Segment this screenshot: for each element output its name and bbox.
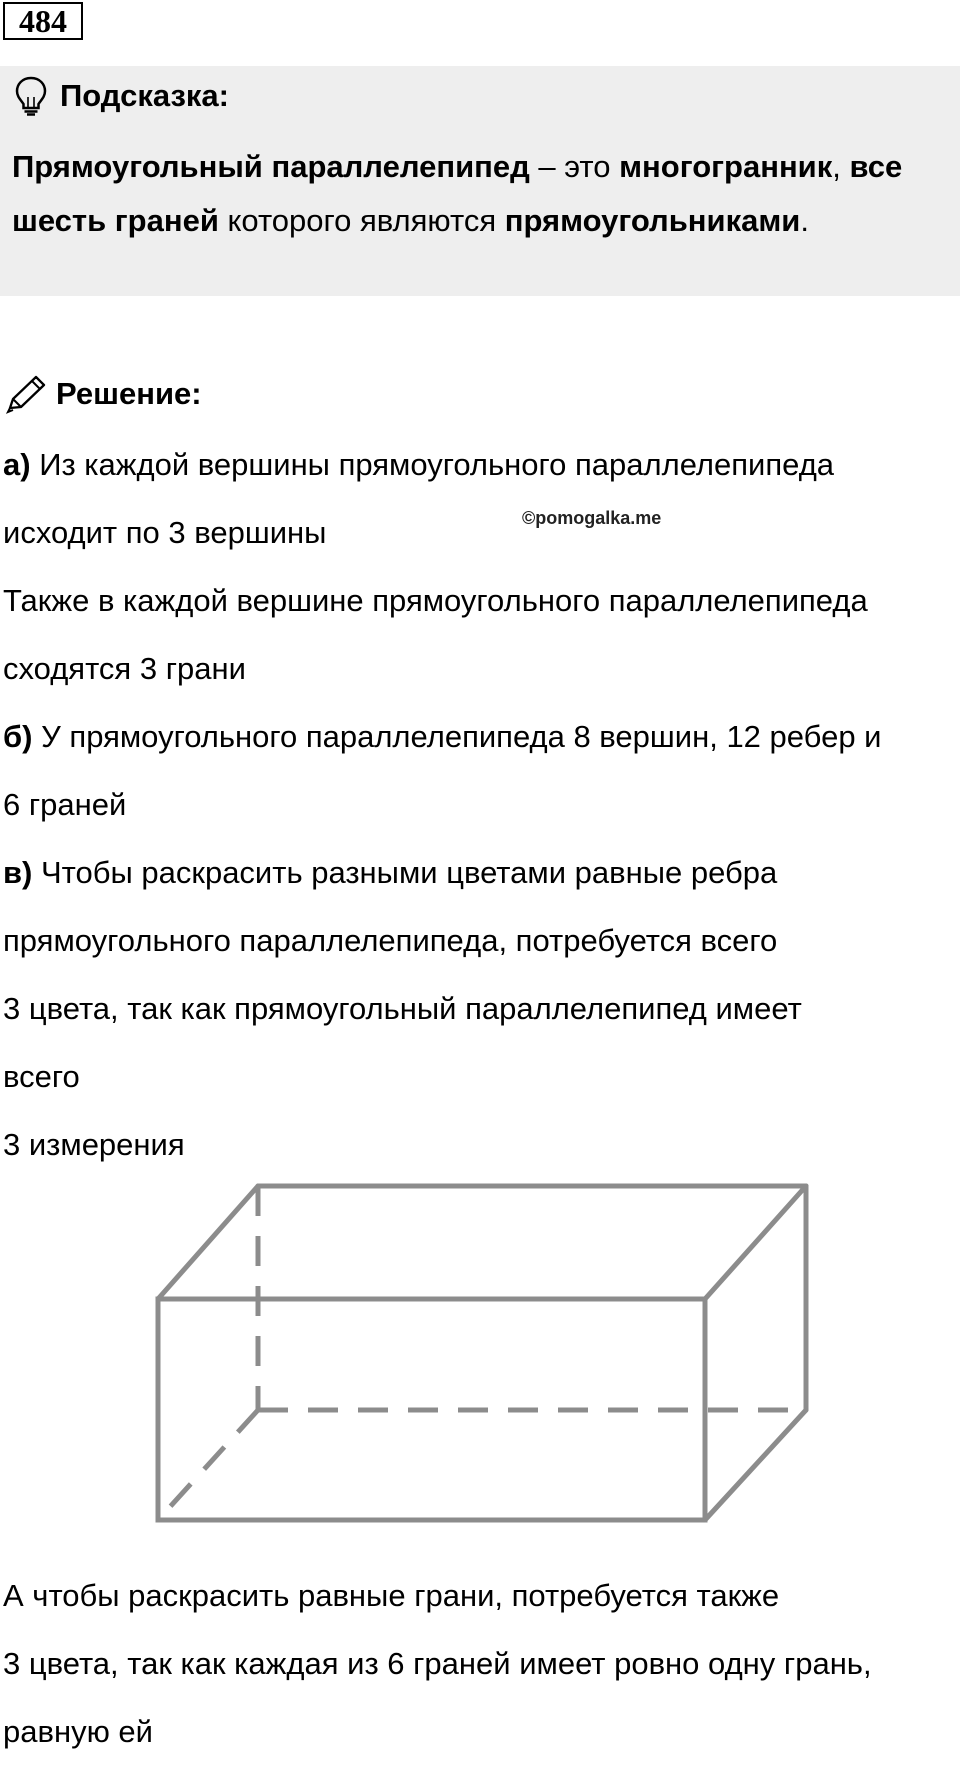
- solution-text: [3, 431, 958, 1179]
- parallelepiped-figure: [0, 1170, 960, 1530]
- solution-line: исходит по 3 вершины: [3, 515, 327, 550]
- solution-line: 3 измерения: [3, 1127, 185, 1162]
- solution-header: [4, 374, 202, 414]
- solution-line: Также в каждой вершине прямоугольного параллелепипеда: [3, 583, 868, 618]
- hint-header: [12, 75, 229, 117]
- solution-line: прямоугольного параллелепипеда, потребуется всего: [3, 923, 778, 958]
- after-text: [3, 1562, 958, 1766]
- solution-line: б) У прямоугольного параллелепипеда 8 вершин, 12 ребер и: [3, 719, 882, 754]
- solution-title: Решение:: [56, 376, 202, 411]
- solution-line: 3 цвета, так как прямоугольный параллелепипед имеет: [3, 991, 802, 1026]
- watermark: ©pomogalka.me: [522, 508, 662, 528]
- solution-line: а) Из каждой вершины прямоугольного параллелепипеда: [3, 447, 835, 482]
- solution-line: А чтобы раскрасить равные грани, потребуется также: [3, 1578, 780, 1613]
- solution-line: сходятся 3 грани: [3, 651, 246, 686]
- solution-line: равную ей: [3, 1714, 153, 1749]
- bottom-right-edge: [705, 1410, 806, 1520]
- lightbulb-icon: [12, 75, 50, 117]
- task-number: 484: [3, 2, 83, 40]
- solution-line: в) Чтобы раскрасить разными цветами равные ребра: [3, 855, 778, 890]
- solution-line: всего: [3, 1059, 80, 1094]
- solution-line: 6 граней: [3, 787, 127, 822]
- top-right-edge: [705, 1186, 806, 1299]
- solution-line: 3 цвета, так как каждая из 6 граней имеет ровно одну грань,: [3, 1646, 872, 1681]
- hint-title: Подсказка:: [60, 78, 229, 113]
- hidden-diagonal-edge: [158, 1410, 258, 1520]
- pencil-icon: [4, 374, 48, 414]
- top-left-edge: [158, 1186, 258, 1299]
- hint-text: Прямоугольный параллелепипед – это многогранник, все шесть граней которого являются прямоугольниками.: [12, 149, 903, 238]
